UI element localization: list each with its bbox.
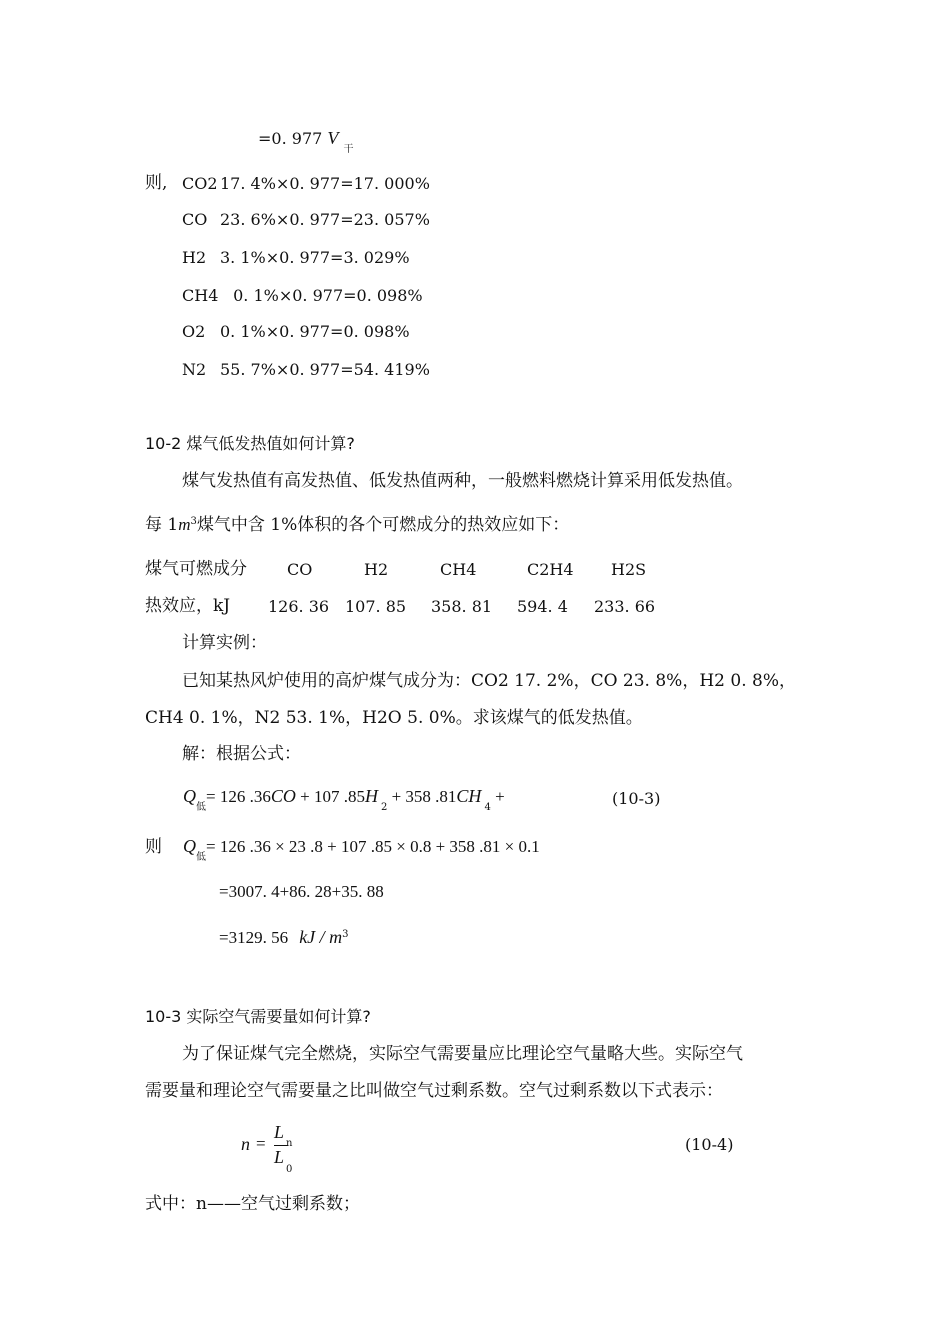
example-title: 计算实例：	[182, 633, 267, 653]
formula-numerator-subscript: n	[286, 1138, 293, 1149]
formula-note: 式中：n——空气过剩系数；	[145, 1194, 360, 1214]
table-row-label: 热效应，kJ	[145, 596, 231, 616]
formula-n: n	[241, 1134, 250, 1154]
paragraph-heat-effect-intro	[145, 514, 569, 536]
calculation-expression: = 126 .36 × 23 .8 + 107 .85 × 0.8 + 358 .81 × 0.1	[206, 837, 540, 856]
calculation-line-2: =3007. 4+86. 28+35. 88	[219, 882, 384, 901]
gas-name: H2	[182, 248, 207, 267]
formula-denominator-subscript: 0	[286, 1164, 293, 1175]
gas-expression: 17. 4%×0. 977=17. 000%	[220, 174, 430, 193]
gas-expression: 3. 1%×0. 977=3. 029%	[220, 248, 410, 267]
paragraph-excess-air-line-1: 为了保证煤气完全燃烧，实际空气需要量应比理论空气量略大些。实际空气	[182, 1044, 743, 1064]
calculation-line-1	[183, 836, 540, 863]
composition-row	[182, 360, 430, 380]
table-column-header: H2	[364, 560, 389, 579]
table-cell: 233. 66	[594, 597, 656, 616]
unit-superscript: 3	[190, 516, 197, 527]
formula-term: = 126 .36	[206, 787, 271, 806]
solution-intro: 解：根据公式：	[182, 744, 301, 764]
formula-term: + 107 .85	[295, 787, 365, 806]
gas-name: CH4	[182, 286, 219, 305]
gas-name: O2	[182, 322, 206, 341]
formula-q: Q	[183, 786, 196, 806]
table-cell: 594. 4	[517, 597, 568, 616]
composition-lead: 则,	[145, 173, 168, 193]
gas-expression: 0. 1%×0. 977=0. 098%	[220, 322, 410, 341]
top-equation-variable: V	[327, 128, 339, 148]
formula-term: +	[490, 787, 505, 806]
top-equation-value: =0. 977	[258, 129, 323, 148]
table-column-header: CO	[287, 560, 313, 579]
equation-number-10-3: (10-3)	[612, 789, 661, 808]
composition-row	[182, 286, 423, 306]
table-column-header: H2S	[611, 560, 647, 579]
formula-ch-subscript: 4	[484, 802, 491, 813]
paragraph-excess-air-line-2: 需要量和理论空气需要量之比叫做空气过剩系数。空气过剩系数以下式表示：	[145, 1081, 723, 1101]
table-cell: 358. 81	[431, 597, 493, 616]
composition-row	[182, 174, 430, 194]
gas-name: CO	[182, 210, 208, 229]
table-cell: 107. 85	[345, 597, 407, 616]
composition-row	[182, 322, 410, 342]
section-heading-10-2: 10-2 煤气低发热值如何计算?	[145, 434, 355, 453]
calculation-result: =3129. 56	[219, 928, 289, 947]
formula-h-subscript: 2	[380, 802, 388, 813]
top-equation	[258, 128, 354, 155]
formula-10-3	[183, 786, 505, 813]
intro-text-b: 煤气中含 1%体积的各个可燃成分的热效应如下：	[196, 515, 570, 535]
gas-name: CO2	[182, 174, 218, 193]
formula-term: + 358 .81	[387, 787, 457, 806]
equation-number-10-4: (10-4)	[685, 1135, 734, 1154]
example-text-line-2: CH4 0. 1%，N2 53. 1%，H2O 5. 0%。求该煤气的低发热值。	[145, 708, 643, 728]
composition-row	[182, 210, 430, 230]
fraction-bar	[274, 1145, 288, 1146]
top-equation-subscript: 干	[343, 144, 354, 155]
formula-ch: CH	[456, 786, 482, 806]
table-column-header: CH4	[440, 560, 477, 579]
table-column-header: C2H4	[527, 560, 574, 579]
formula-co: CO	[270, 786, 296, 806]
formula-h: H	[364, 786, 378, 806]
formula-numerator: L	[274, 1122, 285, 1142]
formula-q: Q	[183, 836, 196, 856]
table-cell: 126. 36	[268, 597, 330, 616]
calculation-lead: 则	[145, 837, 162, 857]
intro-text-a: 每 1	[145, 515, 179, 535]
gas-expression: 23. 6%×0. 977=23. 057%	[220, 210, 430, 229]
unit-m: m	[178, 515, 191, 534]
table-header-label: 煤气可燃成分	[145, 559, 247, 579]
formula-q-subscript: 低	[196, 852, 206, 863]
composition-row	[182, 248, 410, 268]
paragraph-heating-values: 煤气发热值有高发热值、低发热值两种，一般燃料燃烧计算采用低发热值。	[182, 471, 743, 491]
gas-expression: 0. 1%×0. 977=0. 098%	[228, 286, 423, 305]
gas-expression: 55. 7%×0. 977=54. 419%	[220, 360, 430, 379]
formula-10-4	[241, 1122, 301, 1182]
gas-name: N2	[182, 360, 207, 379]
example-text-line-1: 已知某热风炉使用的高炉煤气成分为：CO2 17. 2%，CO 23. 8%，H2 0. 8%，	[182, 671, 796, 691]
calculation-line-3	[219, 927, 349, 948]
formula-equals: =	[256, 1134, 266, 1153]
unit-superscript: 3	[342, 929, 349, 940]
formula-denominator: L	[274, 1147, 285, 1167]
section-heading-10-3: 10-3 实际空气需要量如何计算?	[145, 1007, 371, 1026]
formula-q-subscript: 低	[196, 802, 206, 813]
calculation-unit: kJ / m	[299, 927, 343, 947]
